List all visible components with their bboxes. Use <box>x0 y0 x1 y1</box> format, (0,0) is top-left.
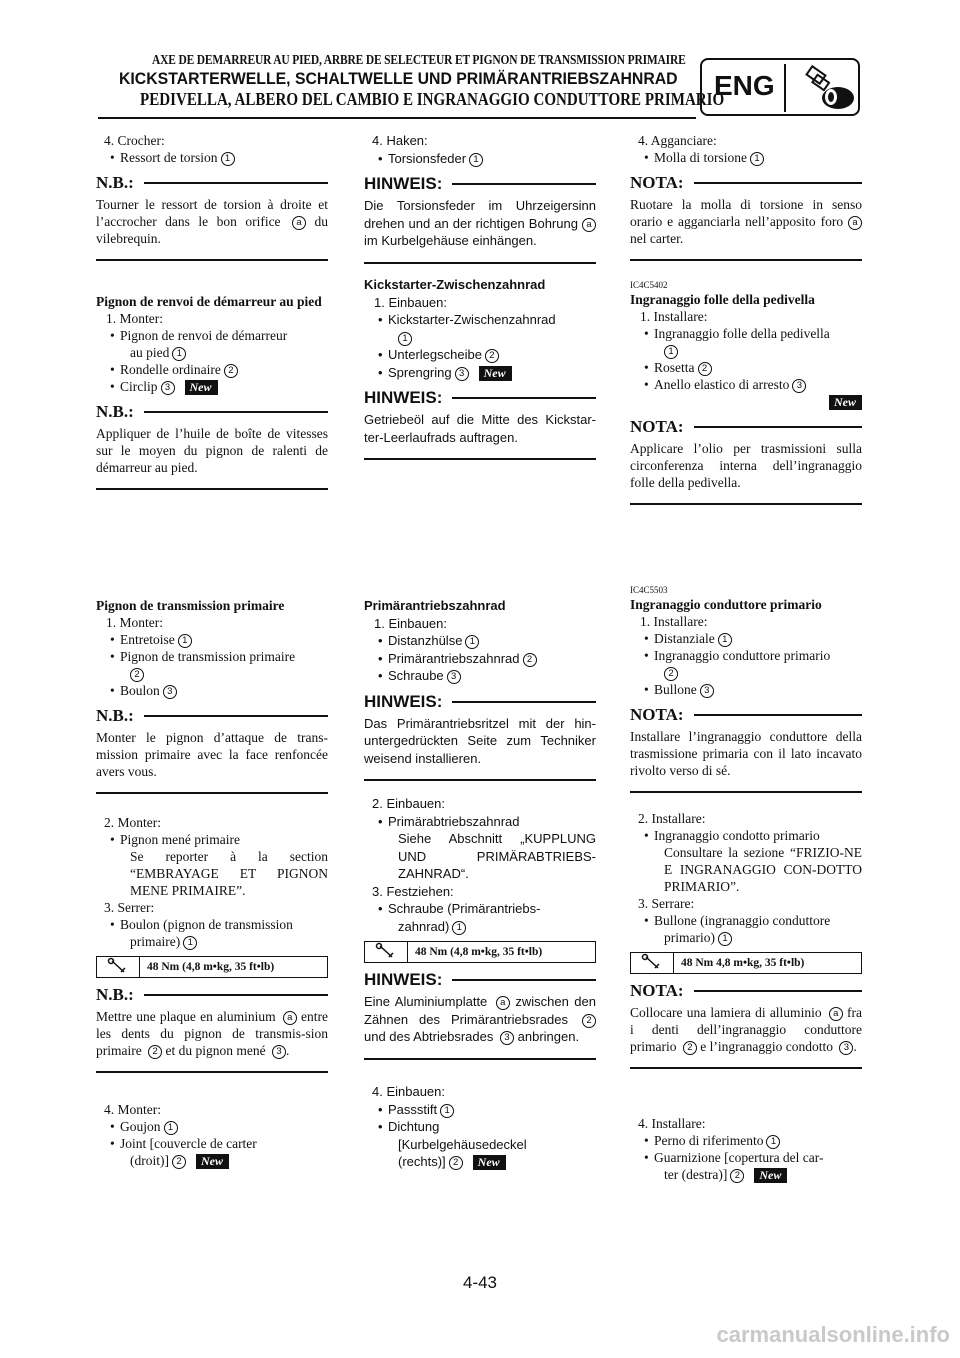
callout-marker: 1 <box>664 345 678 359</box>
callout-marker: 2 <box>224 364 238 378</box>
callout-marker: 3 <box>163 685 177 699</box>
callout-marker: a <box>496 996 510 1010</box>
note-text: Getriebeöl auf die Mitte des Kickstar-ter-Leerlaufrads auftragen. <box>364 412 596 445</box>
callout-marker: 2 <box>698 362 712 376</box>
text: Primärabtriebszahnrad <box>388 813 520 829</box>
text: Boulon (pignon de transmission <box>120 917 293 932</box>
text: Collocare una lamiera di alluminio <box>630 1005 822 1020</box>
note-text: Mettre une plaque en aluminium a entre les dents du pignon de transmis-sion primaire 2 et du pignon mené 3 . <box>96 1009 328 1058</box>
list-item <box>96 378 328 395</box>
callout-marker: 2 <box>683 1041 697 1055</box>
text: 4. Agganciare: <box>638 133 717 148</box>
callout-marker: 3 <box>700 684 714 698</box>
text: ter (destra)] <box>664 1167 728 1182</box>
list-item <box>364 1101 596 1119</box>
text: Guarnizione [copertura del car- <box>654 1150 824 1165</box>
text: Perno di riferimento <box>654 1133 764 1148</box>
note-text: Monter le pignon d’attaque de trans-mission primaire avec la face renfoncée avers vous. <box>96 730 328 779</box>
list-item <box>630 325 862 342</box>
text: Rondelle ordinaire <box>120 362 221 377</box>
wrench-icon <box>97 957 139 977</box>
text: au pied <box>130 345 170 360</box>
new-part-badge: New <box>479 366 512 381</box>
text: Goujon <box>120 1119 161 1134</box>
section-badge <box>700 58 860 116</box>
text: Ingranaggio condotto primario <box>654 828 820 843</box>
text: Molla di torsione <box>654 150 747 165</box>
text: zahnrad) <box>398 918 450 934</box>
text: nel carter. <box>630 231 684 246</box>
callout-marker: 3 <box>455 367 469 381</box>
text: 4. Monter: <box>104 1102 161 1117</box>
text: Se reporter à la section “EMBRAYAGE ET PIGNON MENE PRIMAIRE”. <box>130 849 328 898</box>
list-item <box>630 630 862 647</box>
callout-marker: 1 <box>172 347 186 361</box>
note-label: HINWEIS: <box>364 691 443 711</box>
torque-spec <box>96 956 328 978</box>
list-item <box>630 827 862 844</box>
note-text <box>96 196 328 247</box>
page-number: 4-43 <box>462 1273 498 1292</box>
header-rule <box>98 117 696 119</box>
list-item <box>630 681 862 698</box>
callout-marker: 1 <box>440 1104 454 1118</box>
list-item <box>364 346 596 364</box>
note-text <box>364 197 596 250</box>
note-label: N.B.: <box>96 706 134 725</box>
text: Torsionsfeder <box>388 150 467 166</box>
text: 1. Einbauen: <box>374 294 448 310</box>
callout-marker: 3 <box>500 1031 514 1045</box>
text: 48 Nm 4,8 m•kg, 35 ft•lb) <box>681 957 805 969</box>
note-label: NOTA: <box>630 173 684 192</box>
list-item <box>96 682 328 699</box>
step-4-hook: 4. Crocher: <box>104 133 165 148</box>
list-item <box>630 1149 862 1166</box>
text: 2. Installare: <box>638 811 706 826</box>
text: 4. Installare: <box>638 1116 706 1131</box>
list-item <box>630 912 862 929</box>
engine-icon <box>794 64 858 112</box>
list-item <box>364 311 596 329</box>
note-label: HINWEIS: <box>364 388 443 407</box>
list-item <box>364 150 596 168</box>
note-label: HINWEIS: <box>364 174 443 193</box>
text: Eine Aluminiumplatte <box>364 994 488 1009</box>
text: Schraube <box>388 668 444 683</box>
new-part-badge: New <box>829 395 862 410</box>
wrench-icon <box>631 953 673 973</box>
callout-1: 1 <box>221 152 235 166</box>
text: 1. Installare: <box>640 309 708 324</box>
note-label: N.B.: <box>96 402 134 421</box>
text: e l’ingranaggio condotto <box>700 1039 833 1054</box>
text: 3. Serrare: <box>638 896 695 911</box>
text: Circlip <box>120 379 158 394</box>
section-title-kick-idle-gear: Kickstarter-Zwischenzahnrad <box>364 277 546 292</box>
text: Siehe Abschnitt „KUPPLUNG UND PRIMÄRABTRIEBS-ZAHNRAD“. <box>398 831 596 881</box>
note-label: NOTA: <box>630 705 684 724</box>
text: Distanziale <box>654 631 715 646</box>
callout-marker: 2 <box>664 667 678 681</box>
text: Bullone <box>654 682 697 697</box>
list-item <box>364 813 596 831</box>
note-label: N.B.: <box>96 985 134 1004</box>
text: Tourner le ressort de torsion à droite et l’accrocher dans le bon orifice <box>96 197 328 229</box>
callout-marker: 3 <box>161 381 175 395</box>
text: 48 Nm (4,8 m•kg, 35 ft•lb) <box>147 961 275 973</box>
list-item <box>364 667 596 685</box>
text: Schraube (Primärantriebs- <box>388 901 541 916</box>
section-title-kick-idle-gear: Ingranaggio folle della pedivella <box>630 292 815 307</box>
text: Primärantriebszahnrad <box>388 650 520 666</box>
page-header <box>98 52 725 109</box>
text: Pignon de renvoi de démarreur <box>120 328 288 343</box>
torque-spec <box>364 941 596 963</box>
list-item <box>630 1132 862 1149</box>
text: Boulon <box>120 683 160 698</box>
note-label: N.B.: <box>96 173 134 192</box>
callout-marker: 3 <box>272 1045 286 1059</box>
section-title-kick-idle-gear: Pignon de renvoi de démarreur au pied <box>96 294 322 309</box>
header-title-it: PEDIVELLA, ALBERO DEL CAMBIO E INGRANAGGIO CONDUTTORE PRIMARIO <box>140 89 725 109</box>
callout-marker: 2 <box>582 1014 596 1028</box>
callout-marker: 1 <box>398 332 412 346</box>
list-item <box>96 1135 328 1152</box>
text: 3. Serrer: <box>104 900 155 915</box>
text: 1. Einbauen: <box>374 615 448 631</box>
callout-marker: 2 <box>130 668 144 682</box>
text: (rechts)] <box>398 1154 446 1169</box>
list-item <box>96 831 328 848</box>
callout-marker: 1 <box>718 633 732 647</box>
text: 2. Einbauen: <box>372 796 446 811</box>
text: (droit)] <box>130 1153 169 1168</box>
watermark: carmanualsonline.info <box>716 1322 950 1347</box>
callout-marker: a <box>848 216 862 230</box>
callout-marker: 2 <box>449 1156 463 1170</box>
text: 1. Installare: <box>640 614 708 629</box>
text: 4. Einbauen: <box>372 1084 446 1099</box>
note-text: Installare l’ingranaggio conduttore della trasmissione primaria con il lato incavato rivolto verso di sé. <box>630 729 862 778</box>
text: 48 Nm (4,8 m•kg, 35 ft•lb) <box>415 946 543 958</box>
text: primaire) <box>130 934 181 949</box>
text: entre les dents du pignon de transmis-sion primaire <box>96 1009 328 1058</box>
note-label: HINWEIS: <box>364 970 443 989</box>
list-item <box>364 1118 596 1136</box>
wrench-icon <box>365 942 407 962</box>
text: Dichtung <box>388 1119 440 1134</box>
list-item <box>630 359 862 376</box>
text: anbringen. <box>517 1029 580 1044</box>
text: Unterlegscheibe <box>388 347 482 362</box>
header-title-fr: AXE DE DEMARREUR AU PIED, ARBRE DE SELECTEUR ET PIGNON DE TRANSMISSION PRIMAIRE <box>152 53 686 68</box>
list-item <box>630 647 862 664</box>
list-item <box>630 149 862 166</box>
text: Distanzhülse <box>388 633 463 648</box>
callout-marker: 2 <box>172 1155 186 1169</box>
section-title-primary-drive-gear: Pignon de transmission primaire <box>96 598 285 613</box>
section-code: IC4C5402 <box>630 280 668 290</box>
list-item <box>364 900 596 918</box>
callout-marker: 1 <box>164 1121 178 1135</box>
callout-marker: 3 <box>792 379 806 393</box>
text: 1. Monter: <box>106 311 163 326</box>
callout-marker: 1 <box>465 635 479 649</box>
list-item <box>96 916 328 933</box>
callout-marker: 3 <box>839 1041 853 1055</box>
text: zwischen den Zähnen des Primärantriebsrades <box>364 994 596 1027</box>
text: Joint [couvercle de carter <box>120 1136 257 1151</box>
callout-marker: a <box>283 1011 297 1025</box>
note-text: Applicare l’olio per trasmissioni sulla circonferenza interna dell’ingranaggio folle della pedivella. <box>630 441 862 490</box>
callout-marker: 1 <box>178 634 192 648</box>
section-title-primary-drive-gear: Ingranaggio conduttore primario <box>630 597 822 612</box>
text: [Kurbelgehäusedeckel <box>398 1136 527 1152</box>
note-text: Appliquer de l’huile de boîte de vitesses sur le moyen du pignon de ralenti de démarreur au pied. <box>96 426 328 475</box>
text: Ruotare la molla di torsione in senso orario e agganciarla nell’apposito foro <box>630 197 862 229</box>
text: Die Torsionsfeder im Uhrzeigersinn drehen und an der richtigen Bohrung <box>364 198 596 231</box>
section-title-primary-drive-gear: Primärantriebszahnrad <box>364 598 506 613</box>
torque-spec <box>630 952 862 974</box>
text: im Kurbelgehäuse einhängen. <box>364 233 537 248</box>
text: Rosetta <box>654 360 695 375</box>
text: Sprengring <box>388 364 452 380</box>
callout-marker: a <box>582 218 596 232</box>
text: primario) <box>664 930 715 945</box>
note-text: Das Primärantriebsritzel mit der hin-untergedrückten Seite zum Techniker weisend installieren. <box>364 715 596 766</box>
list-item <box>630 376 862 393</box>
list-item <box>96 361 328 378</box>
new-part-badge: New <box>185 380 218 395</box>
text: Ingranaggio conduttore primario <box>654 648 831 663</box>
list-item <box>96 327 328 344</box>
text: 4. Haken: <box>372 133 428 148</box>
text: Entretoise <box>120 632 175 647</box>
callout-marker: 1 <box>469 153 483 167</box>
text: 2. Monter: <box>104 815 161 830</box>
text: et du pignon mené <box>165 1043 266 1058</box>
new-part-badge: New <box>473 1155 506 1170</box>
callout-marker: 1 <box>750 152 764 166</box>
note-label: NOTA: <box>630 981 684 1000</box>
text: Kickstarter-Zwischenzahnrad <box>388 312 556 327</box>
text: Consultare la sezione “FRIZIO-NE E INGRANAGGIO CON-DOTTO PRIMARIO”. <box>664 845 862 894</box>
text: fra i denti dell’ingranaggio conduttore primario <box>630 1005 862 1054</box>
note-text: Collocare una lamiera di alluminio a fra i denti dell’ingranaggio conduttore primario 2 e l’ingranaggio condotto 3 . <box>630 1005 862 1054</box>
callout-marker: 2 <box>523 653 537 667</box>
text: 3. Festziehen: <box>372 883 454 899</box>
list-item <box>364 650 596 668</box>
callout-marker: 1 <box>766 1135 780 1149</box>
callout-marker: a <box>829 1007 843 1021</box>
text: Pignon de transmission primaire <box>120 649 296 664</box>
new-part-badge: New <box>754 1168 787 1183</box>
callout-marker: 3 <box>447 670 461 684</box>
new-part-badge: New <box>196 1154 229 1169</box>
note-label: NOTA: <box>630 417 684 436</box>
callout-marker: 2 <box>485 349 499 363</box>
header-title-de: KICKSTARTERWELLE, SCHALTWELLE UND PRIMÄRANTRIEBSZAHNRAD <box>119 69 678 88</box>
text: 1. Monter: <box>106 615 163 630</box>
text: Pignon mené primaire <box>120 832 240 847</box>
note-text <box>364 993 596 1046</box>
list-item <box>96 631 328 648</box>
text: Passstift <box>388 1101 438 1117</box>
list-item <box>364 632 596 650</box>
text: Mettre une plaque en aluminium <box>96 1009 276 1024</box>
item-torsion-spring: Ressort de torsion <box>120 150 218 165</box>
callout-marker: 1 <box>183 936 197 950</box>
callout-marker: 1 <box>718 932 732 946</box>
text: Bullone (ingranaggio conduttore <box>654 913 831 928</box>
callout-marker: 2 <box>148 1045 162 1059</box>
callout-marker: 1 <box>452 921 466 935</box>
callout-marker: 2 <box>730 1169 744 1183</box>
list-item <box>96 1118 328 1135</box>
section-code: IC4C5503 <box>630 585 668 595</box>
text: Ingranaggio folle della pedivella <box>654 326 830 341</box>
list-item <box>364 364 596 382</box>
text: du vilebrequin. <box>96 214 329 246</box>
list-item <box>96 648 328 665</box>
note-text <box>630 196 862 247</box>
text: Anello elastico di arresto <box>654 377 790 392</box>
callout-marker: a <box>292 216 306 230</box>
section-badge-label: ENG <box>714 70 775 101</box>
text: und des Abtriebsrades <box>364 1029 494 1044</box>
